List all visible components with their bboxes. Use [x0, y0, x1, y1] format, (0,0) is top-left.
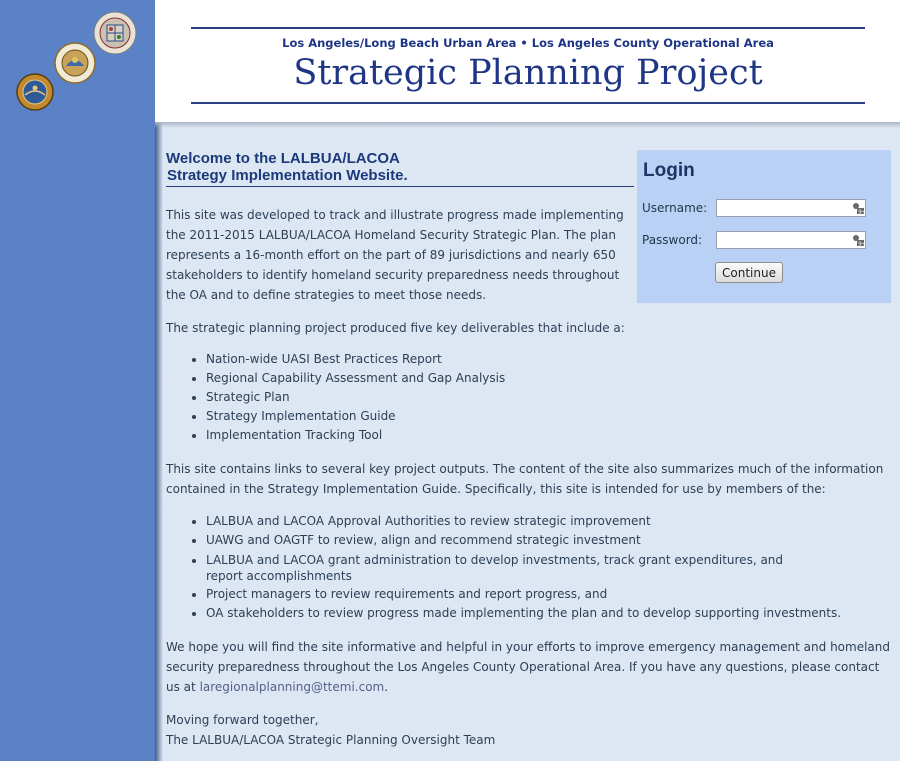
username-input[interactable]: [716, 199, 866, 217]
list-item: • Implementation Tracking Tool: [206, 426, 894, 445]
login-panel: [637, 150, 891, 303]
svg-text:9+: 9+: [858, 209, 867, 216]
closing-paragraph: [166, 637, 894, 697]
deliverables-list: [166, 350, 894, 445]
list-item: • Strategy Implementation Guide: [206, 407, 894, 426]
svg-text:9+: 9+: [858, 241, 867, 248]
page-title: Strategic Planning Project: [293, 53, 763, 93]
list-item: • OA stakeholders to review progress made implementing the plan and to develop supporting investments.: [206, 604, 894, 623]
password-input[interactable]: [716, 231, 866, 249]
welcome-heading: [166, 150, 634, 187]
members-list: [166, 512, 894, 623]
header-shadow: [155, 122, 900, 128]
list-item: • Project managers to review requirements and report progress, and: [206, 585, 894, 604]
long-beach-seal-icon: [16, 73, 54, 111]
signoff-line-1: Moving forward together,: [166, 713, 319, 727]
username-label: Username:: [642, 201, 708, 215]
password-manager-key-icon[interactable]: [851, 233, 865, 247]
header-rule-bottom: [191, 102, 865, 104]
list-item: • Regional Capability Assessment and Gap Analysis: [206, 369, 894, 388]
links-intro-paragraph: This site contains links to several key project outputs. The content of the site also summarizes much of the information contained in the Strategy Implementation Guide. Specifically, this site is intended for use by members of the:: [166, 462, 884, 496]
list-item: • Nation-wide UASI Best Practices Report: [206, 350, 894, 369]
deliverables-intro: The strategic planning project produced five key deliverables that include a:: [166, 321, 625, 335]
intro-paragraph: This site was developed to track and illustrate progress made implementing the 2011-2015 LALBUA/LACOA Homeland Security Strategic Plan. The plan represents a 16-month effort on the part of 89 jurisdictions and nearly 650 stakeholders to identify homeland security preparedness needs throughout the OA and to define strategies to meet those needs.: [166, 208, 624, 302]
signoff-line-2: The LALBUA/LACOA Strategic Planning Oversight Team: [166, 733, 496, 747]
list-item: • UAWG and OAGTF to review, align and recommend strategic investment: [206, 531, 894, 550]
city-seal-icon: [93, 11, 137, 55]
signoff: [166, 710, 894, 750]
welcome-line-2: Strategy Implementation Website.: [167, 167, 408, 184]
sidebar: [0, 0, 155, 761]
closing-text: We hope you will find the site informative and helpful in your efforts to improve emergency management and homeland security preparedness throughout the Los Angeles County Operational Area. If you have any questions, please contact us at: [166, 640, 891, 694]
list-item: • Strategic Plan: [206, 388, 894, 407]
welcome-line-1: Welcome to the LALBUA/LACOA: [166, 150, 400, 167]
list-item: • LALBUA and LACOA grant administration to develop investments, track grant expenditures, and report accomplishments: [206, 550, 894, 585]
password-manager-key-icon[interactable]: [851, 201, 865, 215]
password-label: Password:: [642, 233, 703, 247]
county-seal-icon: [54, 42, 96, 84]
continue-button[interactable]: Continue: [715, 262, 783, 283]
header-subtitle: Los Angeles/Long Beach Urban Area • Los Angeles County Operational Area: [282, 36, 774, 50]
contact-email-link[interactable]: laregionalplanning@ttemi.com: [199, 680, 385, 694]
login-title: Login: [643, 160, 695, 181]
list-item: • LALBUA and LACOA Approval Authorities to review strategic improvement: [206, 512, 894, 531]
closing-period: .: [384, 680, 389, 694]
header-rule-top: [191, 27, 865, 29]
